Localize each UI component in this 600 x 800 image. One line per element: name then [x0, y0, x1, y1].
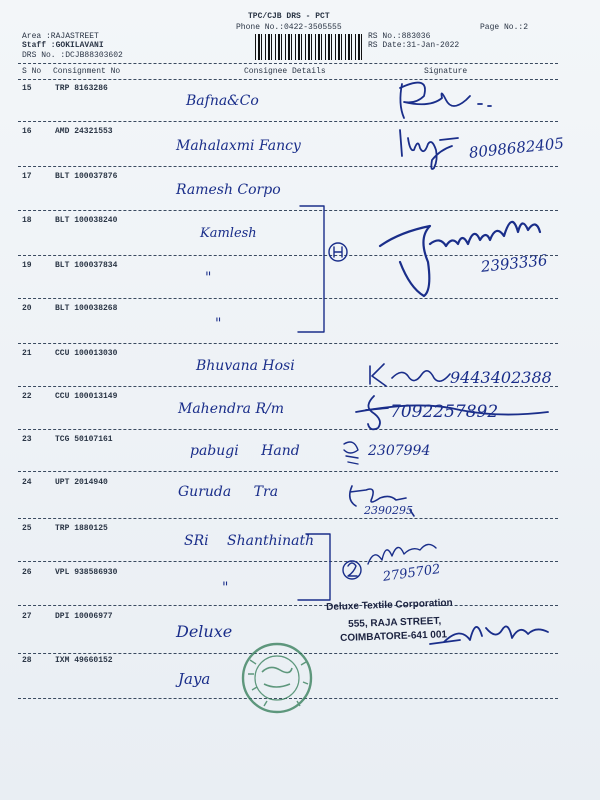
stamp-line-3: COIMBATORE-641 001 [340, 629, 448, 644]
column-divider [18, 79, 558, 80]
phone-number: Phone No.:0422-3505555 [236, 23, 342, 32]
row-consignee-handwritten: Deluxe [176, 622, 233, 641]
row-sno: 21 [22, 349, 32, 358]
stamp-line-2: 555, RAJA STREET, [348, 615, 442, 630]
row-phone-handwritten: 9443402388 [450, 368, 552, 387]
row-consignment: VPL 938586930 [55, 568, 118, 577]
rs-number: RS No.:883036 [368, 32, 431, 41]
row-consignment: DPI 10006977 [55, 612, 113, 621]
signature-row-15 [400, 83, 491, 118]
circled-h-icon [329, 243, 347, 261]
row-consignee-handwritten: " [222, 580, 229, 596]
row-consignment: CCU 100013149 [55, 392, 118, 401]
row-consignee-handwritten: pabugi Hand [190, 443, 300, 459]
row-sno: 16 [22, 127, 32, 136]
signature-row-21 [370, 364, 450, 386]
row-phone-handwritten: 2795702 [382, 561, 442, 585]
area-label: Area :RAJASTREET [22, 32, 99, 41]
circled-two-icon [343, 561, 361, 579]
row-sno: 19 [22, 261, 32, 270]
row-sno: 26 [22, 568, 32, 577]
barcode [255, 34, 365, 60]
col-signature: Signature [424, 67, 468, 76]
row-consignment: IXM 49660152 [55, 656, 113, 665]
row-phone-handwritten: 2393336 [480, 251, 549, 276]
row-phone-handwritten: 2390295 [364, 504, 413, 517]
row-consignment: UPT 2014940 [55, 478, 108, 487]
row-consignee-handwritten: SRi Shanthinath [184, 533, 315, 549]
row-consignment: BLT 100037876 [55, 172, 118, 181]
row-sno: 27 [22, 612, 32, 621]
page-number: Page No.:2 [480, 23, 529, 32]
row-consignee-handwritten: Mahendra R/m [178, 401, 284, 417]
row-sno: 23 [22, 435, 32, 444]
row-consignee-handwritten: Guruda Tra [178, 484, 279, 500]
col-sno: S No [22, 67, 42, 76]
row-sno: 24 [22, 478, 32, 487]
row-consignment: TRP 8163286 [55, 84, 108, 93]
row-consignee-handwritten: Kamlesh [200, 226, 257, 241]
col-consignee: Consignee Details [244, 67, 326, 76]
row-consignment: BLT 100038268 [55, 304, 118, 313]
row-sno: 28 [22, 656, 32, 665]
row-sno: 20 [22, 304, 32, 313]
row-phone-handwritten: 7092257892 [390, 402, 499, 422]
row-consignee-handwritten: " [215, 316, 222, 332]
col-consignment: Consignment No [53, 67, 121, 76]
row-sno: 25 [22, 524, 32, 533]
row-consignee-handwritten: Mahalaxmi Fancy [176, 138, 301, 154]
stamp-line-1: Deluxe Textile Corporation [326, 597, 453, 613]
bracket-rows-17-20 [298, 206, 347, 332]
staff-label: Staff :GOKILAVANI [22, 41, 104, 50]
row-consignee-handwritten: Jaya [178, 670, 211, 688]
row-consignee-handwritten: Bhuvana Hosi [196, 358, 295, 374]
signature-row-16 [400, 130, 458, 169]
row-consignee-handwritten: " [205, 270, 212, 286]
row-sno: 15 [22, 84, 32, 93]
row-consignment: BLT 100038240 [55, 216, 118, 225]
row-consignee-handwritten: Ramesh Corpo [176, 182, 281, 198]
row-consignment: BLT 100037834 [55, 261, 118, 270]
green-round-seal [243, 644, 311, 712]
drs-number: DRS No. :DCJB88303602 [22, 51, 123, 60]
signature-row-23 [344, 442, 358, 464]
row-consignment: TRP 1880125 [55, 524, 108, 533]
header-divider [18, 63, 558, 64]
row-phone-handwritten: 2307994 [368, 443, 431, 459]
row-consignee-handwritten: Bafna&Co [186, 93, 259, 109]
row-consignment: AMD 24321553 [55, 127, 113, 136]
rs-date: RS Date:31-Jan-2022 [368, 41, 460, 50]
sheet-title: TPC/CJB DRS - PCT [248, 12, 330, 21]
row-phone-handwritten: 8098682405 [468, 134, 565, 162]
row-sno: 18 [22, 216, 32, 225]
row-consignment: CCU 100013030 [55, 349, 118, 358]
row-sno: 22 [22, 392, 32, 401]
row-consignment: TCG 50107161 [55, 435, 113, 444]
row-sno: 17 [22, 172, 32, 181]
signature-row-27 [430, 626, 548, 644]
